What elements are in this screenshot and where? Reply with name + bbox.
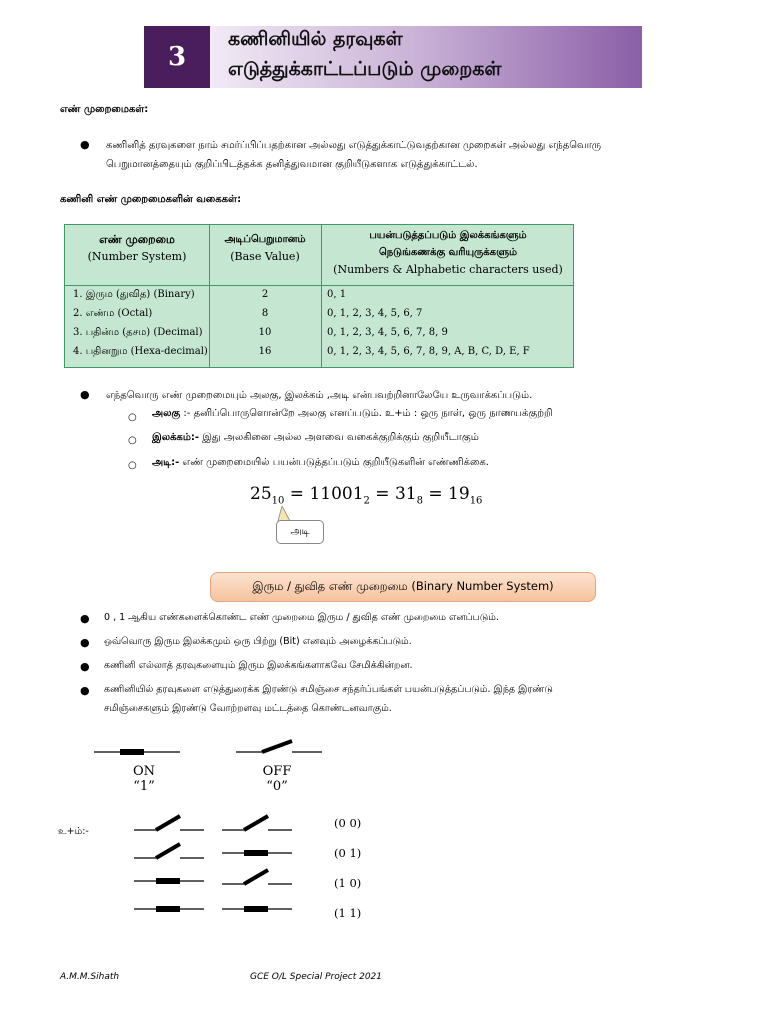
chapter-number: 3	[144, 26, 210, 88]
on-switch-icon	[92, 742, 182, 760]
circle-bullet-icon: ○	[128, 435, 137, 446]
row-hex-system: 4. பதினறும (Hexa-decimal)	[73, 346, 208, 357]
on-label: ON	[132, 764, 156, 779]
row-binary-base: 2	[261, 289, 269, 300]
off-value: “0”	[266, 779, 288, 794]
binary-section-title: இரும / துவித எண் முறைமை (Binary Number System)	[210, 572, 596, 602]
footer-project: GCE O/L Special Project 2021	[250, 972, 382, 982]
binary-bullet-2: ஒவ்வொரு இரும இலக்கமும் ஒரு பிற்று (Bit) எனவும் அழைக்கப்படும்.	[104, 636, 412, 647]
table-header-base: அடிப்பெறுமானம் (Base Value)	[224, 234, 306, 263]
row-decimal-system: 3. பதின்ம (தசம) (Decimal)	[73, 327, 203, 338]
on-value: “1”	[133, 779, 155, 794]
off-label: OFF	[262, 764, 292, 779]
row-binary-digits: 0, 1	[327, 289, 347, 300]
base-definition: அடி:- எண் முறைமையில் பயன்படுத்தப்படும் குறியீடுகளின் எண்ணிக்கை.	[152, 457, 489, 468]
binary-bullet-3: கணினி எல்லாத் தரவுகளையும் இரும இலக்கங்களாகவே சேமிக்கின்றன.	[104, 660, 413, 671]
bullet-icon: ●	[80, 660, 90, 673]
bullet-icon: ●	[80, 636, 90, 649]
switch-off-icon	[134, 812, 206, 834]
switch-on-icon	[222, 840, 294, 862]
row-octal-base: 8	[261, 308, 269, 319]
switch-off-icon	[222, 866, 294, 888]
off-switch-icon	[234, 738, 324, 760]
definition-text	[106, 136, 756, 174]
bullet-icon: ●	[80, 388, 90, 401]
table-header-system: எண் முறைமை (Number System)	[87, 233, 187, 263]
number-system-table	[64, 224, 574, 368]
example-label: உ+ம்:-	[58, 826, 89, 837]
row-octal-digits: 0, 1, 2, 3, 4, 5, 6, 7	[327, 308, 423, 319]
definition-line1: கணினித் தரவுகளை நாம் சமர்ப்பிப்பதற்கான அல்லது எடுத்துக்காட்டுவதற்கான முறைகள் அல்லது எந்தவொரு	[106, 140, 602, 151]
circle-bullet-icon: ○	[128, 412, 137, 423]
bullet-icon: ●	[80, 138, 90, 151]
row-hex-base: 16	[258, 346, 272, 357]
footer-author: A.M.M.Sihath	[60, 972, 120, 982]
row-decimal-digits: 0, 1, 2, 3, 4, 5, 6, 7, 8, 9	[327, 327, 448, 338]
binary-bullet-1: 0 , 1 ஆகிய எண்களைக்கொண்ட எண் முறைமை இரும / துவித எண் முறைமை எனப்படும்.	[104, 612, 499, 623]
switch-off-icon	[222, 812, 294, 834]
circle-bullet-icon: ○	[128, 460, 137, 471]
page-title-line2: எடுத்துக்காட்டப்படும் முறைகள்	[228, 58, 502, 80]
bullet-icon: ●	[80, 612, 90, 625]
definition-line2: பெறுமானத்தையும் குறிப்பிடத்தக்க தனித்துவமான குறியீடுகளாக எடுத்துக்காட்டல்.	[106, 159, 478, 170]
bullet-icon: ●	[80, 684, 90, 697]
switch-on-icon	[134, 896, 206, 918]
row-hex-digits: 0, 1, 2, 3, 4, 5, 6, 7, 8, 9, A, B, C, D, E, F	[327, 346, 530, 357]
unit-definition: அலகு :- தனிப்பொருளொன்றே அலகு எனப்படும். உ+ம் : ஒரு நாள், ஒரு நாணயக்குற்றி	[152, 408, 553, 419]
combo-11: (1 1)	[334, 906, 362, 920]
base-callout: அடி	[276, 520, 324, 544]
composition-text: எந்தவொரு எண் முறைமையும் அலகு, இலக்கம் ,அடி என்பவற்றினாலேயே உருவாக்கப்படும்.	[106, 390, 533, 401]
section-heading-types: கணினி எண் முறைமைகளின் வகைகள்:	[60, 194, 242, 205]
row-binary-system: 1. இரும (துவித) (Binary)	[73, 289, 195, 300]
row-decimal-base: 10	[258, 327, 272, 338]
section-heading-number-systems: எண் முறைமைகள்:	[60, 104, 149, 115]
switch-on-icon	[222, 896, 294, 918]
conversion-equation: $25_{10} = 11001_2 = 31_8 = 19_{16}$	[250, 484, 483, 507]
binary-bullet-4: கணினியில் தரவுகளை எடுத்துரைக்க இரண்டு சமிஞ்சை சந்தர்ப்பங்கள் பயன்படுத்தப்படும். இந்த இரண்டு சமிஞ்சைகளும் இரண்டு வோற்றளவு மட்டத்தை கொண்டனவாகும்.	[104, 684, 553, 714]
combo-01: (0 1)	[334, 846, 362, 860]
digit-definition: இலக்கம்:- இது அலகினை அல்ல அளவை வகைக்குறிக்கும் குறியீடாகும்	[152, 432, 479, 443]
table-header-digits: பயன்படுத்தப்படும் இலக்கங்களும் நெடுங்கணக்கு வரியுருக்களும் (Numbers & Alphabetic characters used)	[333, 230, 563, 276]
switch-on-icon	[134, 868, 206, 890]
combo-10: (1 0)	[334, 876, 362, 890]
page-title-line1: கணினியில் தரவுகள்	[228, 28, 403, 50]
row-octal-system: 2. எண்ம (Octal)	[73, 308, 153, 319]
combo-00: (0 0)	[334, 816, 362, 830]
switch-off-icon	[134, 840, 206, 862]
